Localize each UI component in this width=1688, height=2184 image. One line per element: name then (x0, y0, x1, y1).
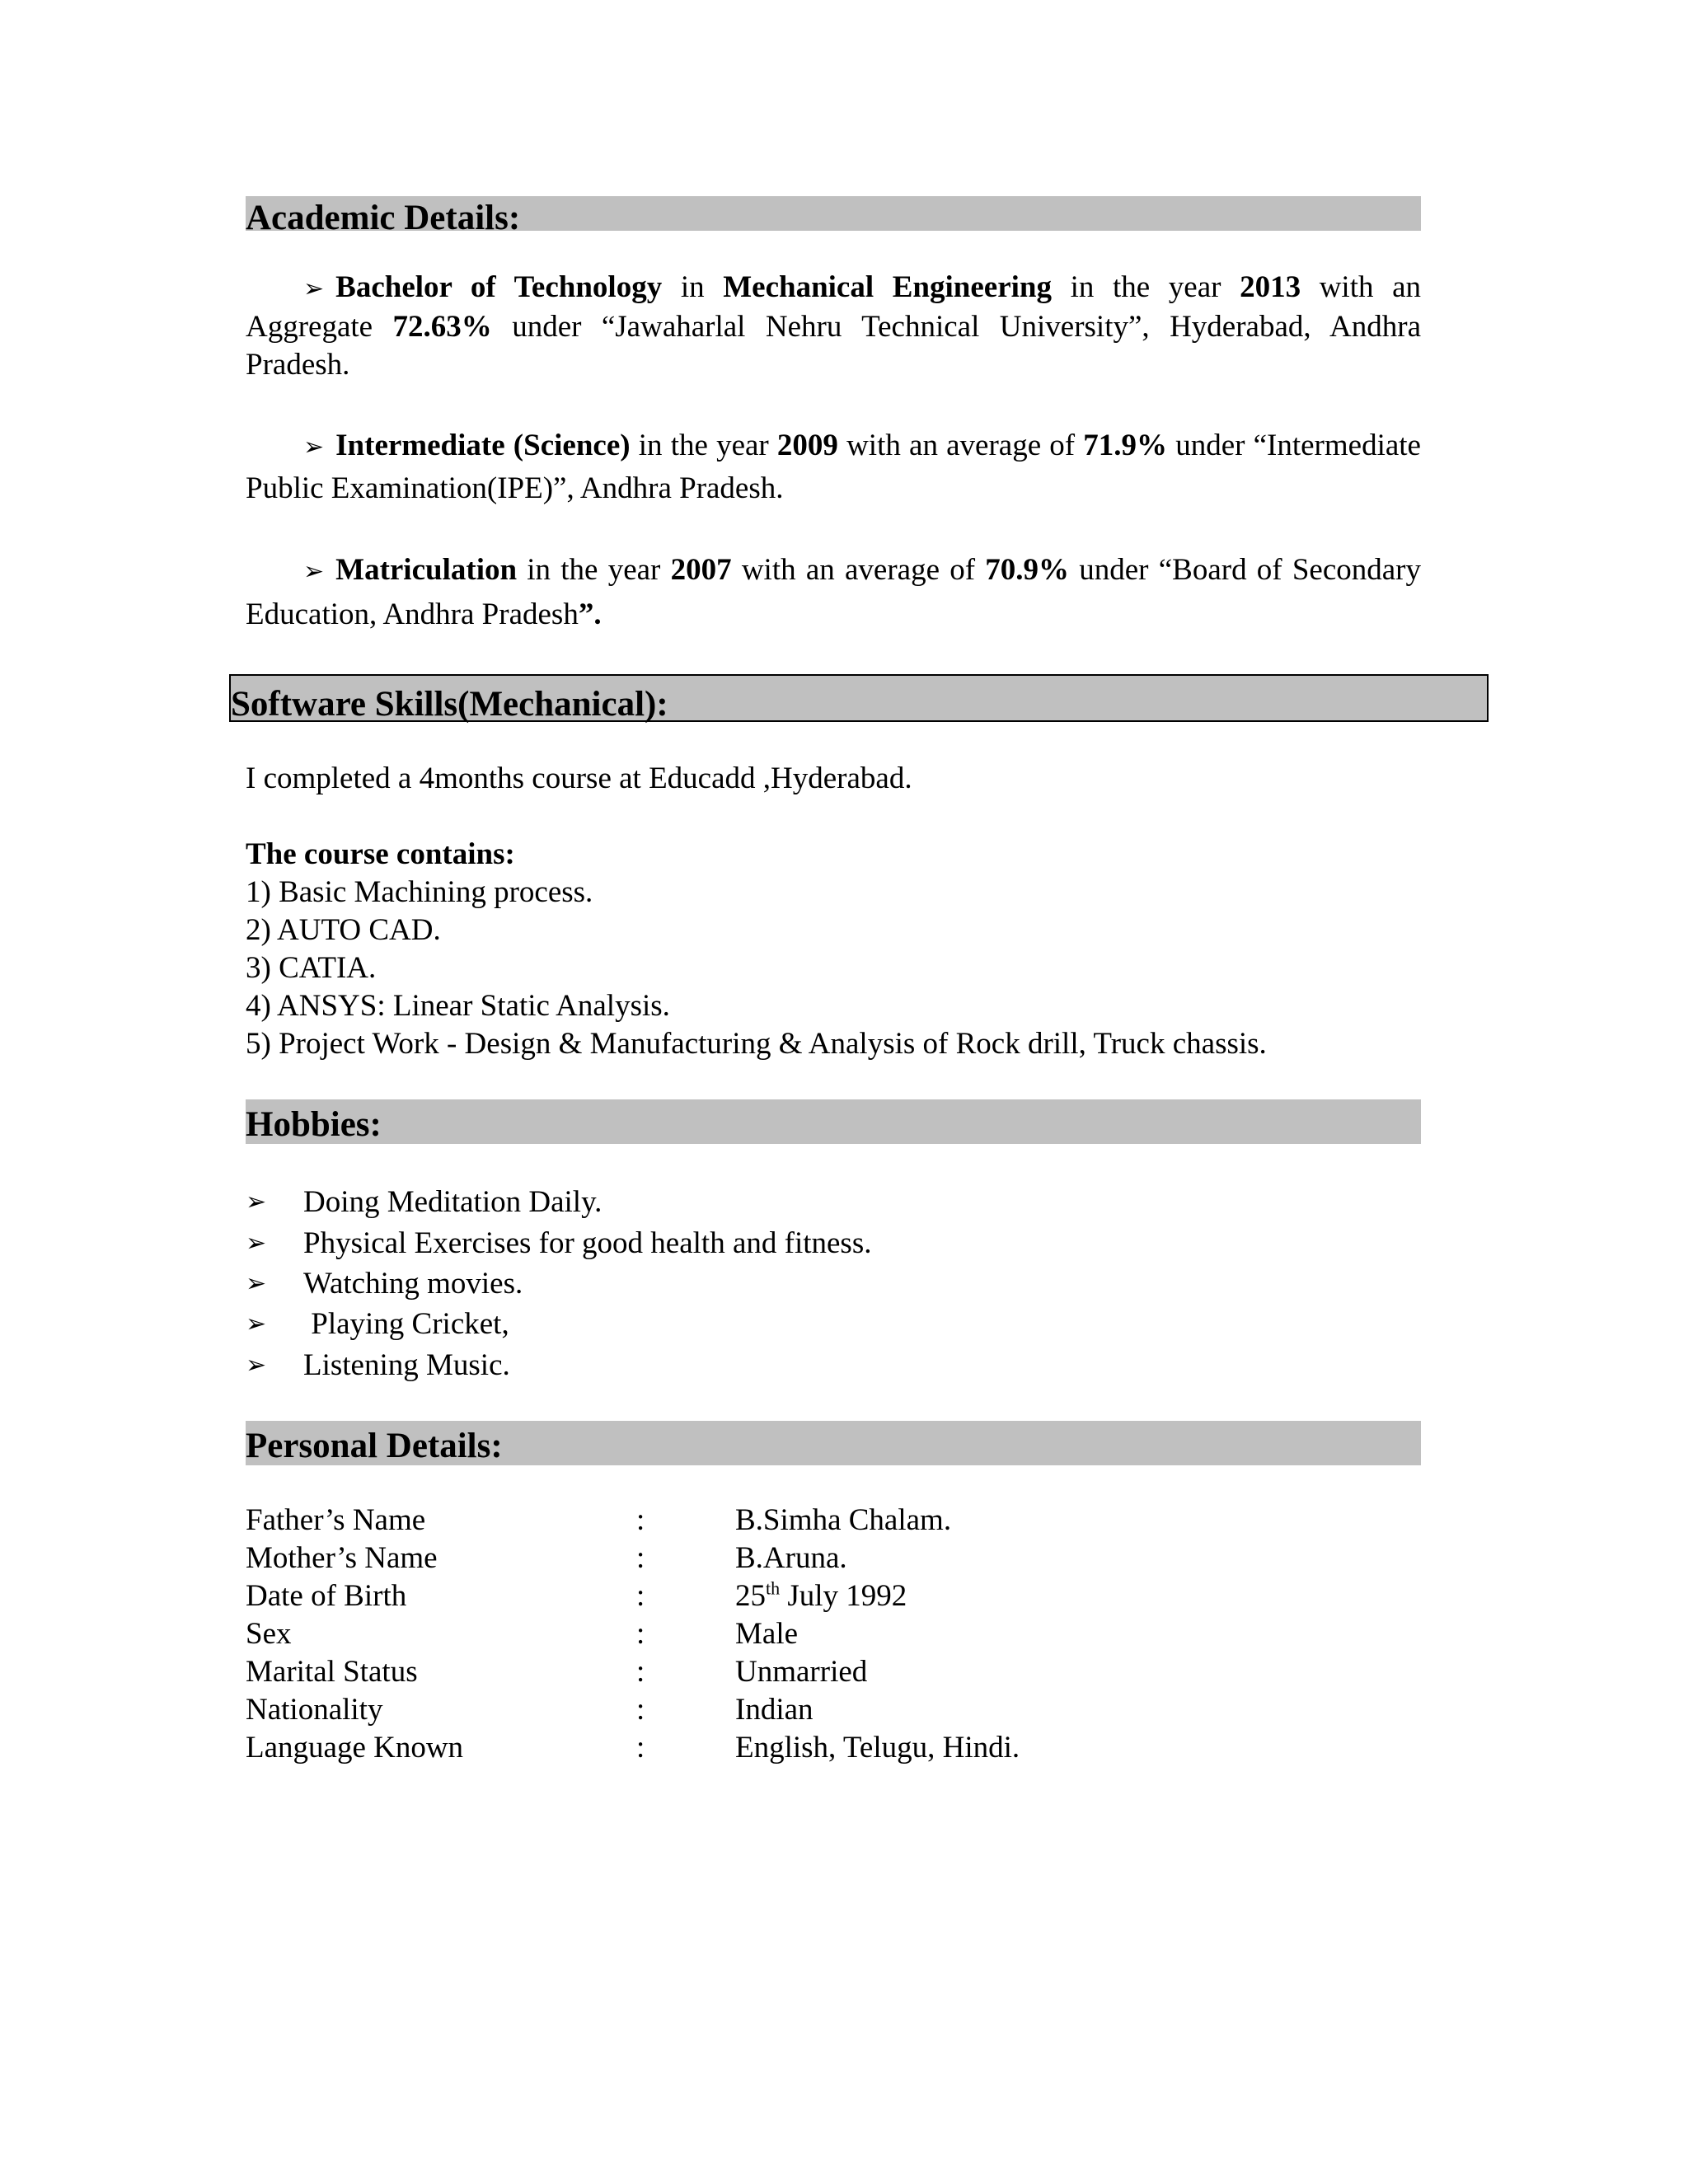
course-heading: The course contains: (246, 837, 515, 871)
course-item: 3) CATIA. (246, 951, 377, 985)
arrow-bullet-icon: ➢ (246, 1229, 267, 1258)
personal-heading: Personal Details: (246, 1427, 503, 1465)
course-item: 2) AUTO CAD. (246, 913, 441, 947)
academic-section-header (246, 196, 1421, 237)
arrow-bullet-icon: ➢ (246, 1351, 267, 1380)
software-intro: I completed a 4months course at Educadd ,Hyderabad. (246, 762, 912, 795)
arrow-bullet-icon: ➢ (303, 274, 325, 303)
academic-item-btech: ➢ Bachelor of Technology in Mechanical Engineering in the year 2013 with an Aggregate 72.63% under “Jawaharlal Nehru Technical University”, Hyderabad, Andhra Pradesh. (246, 270, 1421, 382)
arrow-bullet-icon: ➢ (246, 1188, 267, 1216)
academic-heading: Academic Details: (246, 199, 521, 237)
personal-row-dob: Date of Birth : 25th July 1992 (246, 1577, 907, 1613)
software-heading: Software Skills(Mechanical): (231, 685, 668, 724)
personal-section-header (246, 1421, 1421, 1465)
academic-item-matriculation: ➢ Matriculation in the year 2007 with an average of 70.9% under “Board of Secondary Education, Andhra Pradesh”. (246, 553, 1422, 631)
personal-row-marital: Marital Status : Unmarried (246, 1655, 868, 1689)
arrow-bullet-icon: ➢ (303, 557, 325, 586)
course-item: 5) Project Work - Design & Manufacturing & Analysis of Rock drill, Truck chassis. (246, 1027, 1267, 1061)
course-item: 4) ANSYS: Linear Static Analysis. (246, 989, 670, 1023)
personal-row-nationality: Nationality : Indian (246, 1693, 814, 1727)
personal-row-sex: Sex : Male (246, 1617, 799, 1651)
arrow-bullet-icon: ➢ (246, 1269, 267, 1298)
resume-page: Academic Details: ➢ Bachelor of Technology in Mechanical Engineering in the year 2013 with an Aggregate 72.63% under “Jawaharlal Nehru Technical University”, Hyderabad, Andhra Pradesh. ➢ Intermediate (Science) in the year 2009 with an average of 71.9% under “Intermediate Public Examination(IPE)”, Andhra Pradesh. ➢ Matriculation in the year 2007 with an average of 70.9% under “Board of Secondary Education, Andhra Pradesh”. Software Skills(Mechanical): I completed a 4months course at Educadd ,Hyderabad. The course contains: 1) Basic Machining process. 2) AUTO CAD. 3) CATIA. 4) ANSYS: Linear Static Analysis. 5) Project Work - Design & Manufacturing & Analysis of Rock drill, Truck chassis. Hobbies: ➢ Doing Meditation Daily. ➢ Physical Exercises for good health and fitness. ➢ Watching movies. ➢ Playing Cricket, ➢ Listening Music. Personal Details: Father’s Name : B.Simha Chalam. Mother’s Name : B.Aruna. Date of Birth : 25th July 1992 Sex : Male Marital Status : Unmarried Nationality : Indian Language Known : English, Telugu, Hindi. (0, 0, 1688, 2184)
hobbies-section-header (246, 1099, 1421, 1144)
personal-row-father: Father’s Name : B.Simha Chalam. (246, 1503, 952, 1537)
personal-row-mother: Mother’s Name : B.Aruna. (246, 1541, 847, 1575)
hobbies-heading: Hobbies: (246, 1105, 382, 1144)
personal-row-language: Language Known : English, Telugu, Hindi. (246, 1731, 1020, 1765)
software-section-header (229, 674, 1489, 722)
course-item: 1) Basic Machining process. (246, 875, 593, 909)
arrow-bullet-icon: ➢ (303, 433, 325, 462)
academic-item-intermediate: ➢ Intermediate (Science) in the year 2009 with an average of 71.9% under “Intermediate Public Examination(IPE)”, Andhra Pradesh. (246, 429, 1421, 505)
arrow-bullet-icon: ➢ (246, 1310, 267, 1338)
